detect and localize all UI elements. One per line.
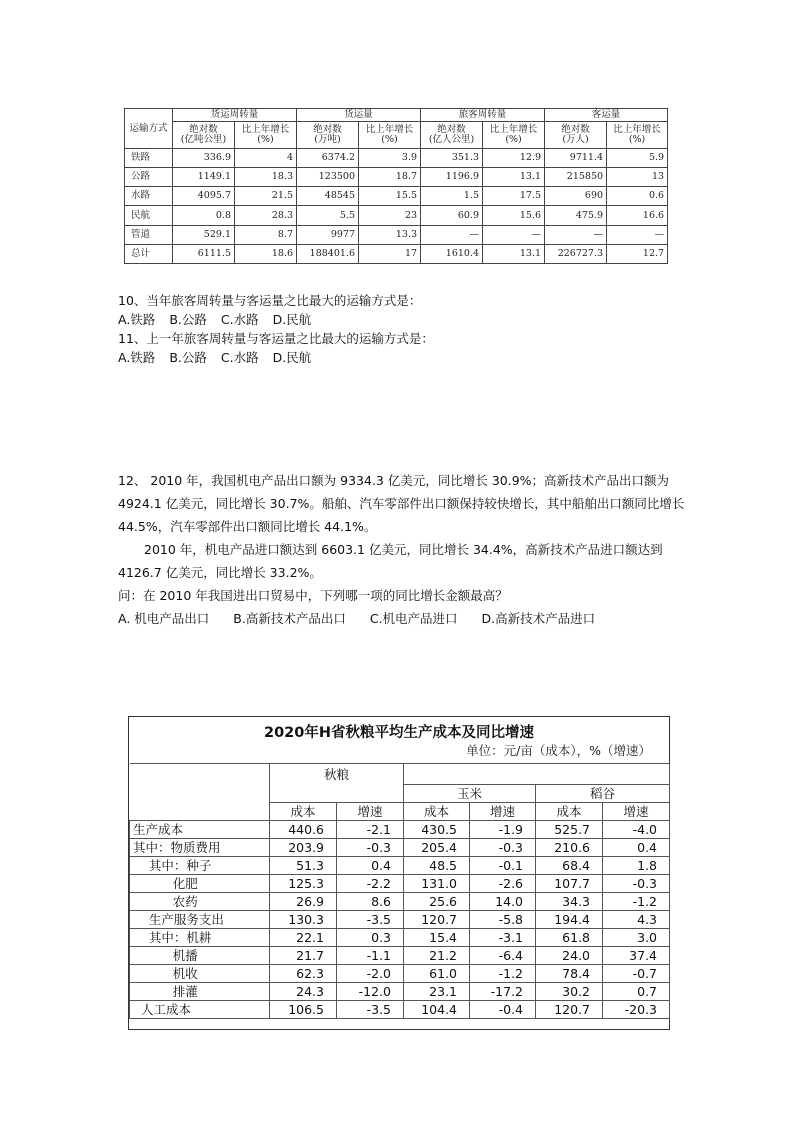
table-cell: 15.5 [359, 187, 421, 206]
transport-stats-table [124, 108, 668, 264]
option-c: C.水路 [220, 350, 259, 365]
row-label: 铁路 [125, 149, 173, 168]
group-header: 货运量 [297, 109, 421, 122]
grain-cost-table-panel [128, 716, 670, 1030]
corner-header: 运输方式 [125, 109, 173, 149]
table-row [125, 187, 668, 206]
absolute-value-header: 绝对数 (万人) [545, 122, 607, 149]
table-cell: 15.4 [404, 929, 470, 947]
table-cell: 17.5 [483, 187, 545, 206]
table-cell: -1.2 [603, 893, 670, 911]
table-cell: 37.4 [603, 947, 670, 965]
table-cell: 16.6 [607, 206, 668, 225]
table-cell: 120.7 [536, 1001, 603, 1019]
table-cell: 131.0 [404, 875, 470, 893]
group-header-autumn: 秋粮 [270, 764, 404, 785]
question-10: 10、当年旅客周转量与客运量之比最大的运输方式是： [118, 293, 422, 308]
table-cell: 24.3 [270, 983, 337, 1001]
table-cell: 205.4 [404, 839, 470, 857]
group-header: 货运周转量 [173, 109, 297, 122]
table-cell: 18.6 [235, 244, 297, 263]
table-cell: 8.7 [235, 225, 297, 244]
option-d: D.民航 [272, 350, 312, 365]
row-label: 管道 [125, 225, 173, 244]
table-cell: 690 [545, 187, 607, 206]
option-b: B.公路 [169, 312, 207, 327]
table-cell: 0.6 [607, 187, 668, 206]
cost-header: 成本 [536, 803, 603, 821]
row-label: 公路 [125, 168, 173, 187]
option-d: D.高新技术产品进口 [481, 611, 596, 626]
table-row [130, 983, 670, 1001]
option-a: A.铁路 [118, 350, 156, 365]
table-cell: 61.8 [536, 929, 603, 947]
table-cell: 48545 [297, 187, 359, 206]
table-cell: 215850 [545, 168, 607, 187]
option-b: B.公路 [169, 350, 207, 365]
growth-header: 增速 [603, 803, 670, 821]
table-cell: 78.4 [536, 965, 603, 983]
table-cell: 13 [607, 168, 668, 187]
table-cell: 12.9 [483, 149, 545, 168]
table-cell: -0.1 [470, 857, 536, 875]
grain-cost-table [129, 763, 670, 1019]
header-spacer [404, 764, 670, 785]
table-cell: 1.8 [603, 857, 670, 875]
table-cell: 120.7 [404, 911, 470, 929]
table-cell: 5.9 [607, 149, 668, 168]
table-cell: — [607, 225, 668, 244]
table-row [130, 821, 670, 839]
table-row [130, 929, 670, 947]
table-row [125, 244, 668, 263]
table-row [125, 225, 668, 244]
table-cell: 9711.4 [545, 149, 607, 168]
table-row [130, 1001, 670, 1019]
table-cell: -3.5 [337, 911, 404, 929]
row-label: 其中：机耕 [130, 929, 270, 947]
table-cell: 9977 [297, 225, 359, 244]
row-label: 人工成本 [130, 1001, 270, 1019]
table-cell: 13.3 [359, 225, 421, 244]
cost-header: 成本 [404, 803, 470, 821]
table-cell: 18.3 [235, 168, 297, 187]
table-cell: -0.3 [470, 839, 536, 857]
table-cell: -12.0 [337, 983, 404, 1001]
growth-header: 比上年增长 (%) [483, 122, 545, 149]
option-d: D.民航 [272, 312, 312, 327]
table-cell: 22.1 [270, 929, 337, 947]
growth-header: 比上年增长 (%) [359, 122, 421, 149]
table-row [130, 911, 670, 929]
table-cell: 106.5 [270, 1001, 337, 1019]
table-cell: 4 [235, 149, 297, 168]
option-c: C.水路 [220, 312, 259, 327]
table-cell: -2.1 [337, 821, 404, 839]
row-label: 农药 [130, 893, 270, 911]
table-cell: 0.3 [337, 929, 404, 947]
table-cell: 23.1 [404, 983, 470, 1001]
table-row [130, 839, 670, 857]
absolute-value-header: 绝对数 (万吨) [297, 122, 359, 149]
table-cell: 104.4 [404, 1001, 470, 1019]
table-cell: 125.3 [270, 875, 337, 893]
table-cell: 107.7 [536, 875, 603, 893]
table-cell: 25.6 [404, 893, 470, 911]
table-cell: 475.9 [545, 206, 607, 225]
table-cell: 21.2 [404, 947, 470, 965]
table-cell: -5.8 [470, 911, 536, 929]
growth-header: 增速 [337, 803, 404, 821]
table-cell: -2.0 [337, 965, 404, 983]
table-cell: 3.0 [603, 929, 670, 947]
question-11: 11、上一年旅客周转量与客运量之比最大的运输方式是： [118, 331, 434, 346]
table-cell: 21.7 [270, 947, 337, 965]
question-11-options [118, 348, 311, 367]
table-cell: -0.3 [337, 839, 404, 857]
table-cell: 4.3 [603, 911, 670, 929]
row-label: 化肥 [130, 875, 270, 893]
table-cell: -0.4 [470, 1001, 536, 1019]
table-cell: 0.4 [337, 857, 404, 875]
table-cell: — [483, 225, 545, 244]
table-cell: 24.0 [536, 947, 603, 965]
table-cell: 0.7 [603, 983, 670, 1001]
table-cell: 210.6 [536, 839, 603, 857]
table-cell: -2.2 [337, 875, 404, 893]
question-12-para2: 2010 年，机电产品进口额达到 6603.1 亿美元，同比增长 34.4%，高新技术产品进口额达到 4126.7 亿美元，同比增长 33.2%。 [118, 542, 663, 580]
table-cell: 28.3 [235, 206, 297, 225]
table-cell: 48.5 [404, 857, 470, 875]
table-cell: 4095.7 [173, 187, 235, 206]
table-cell: -3.5 [337, 1001, 404, 1019]
row-label: 其中：物质费用 [130, 839, 270, 857]
table-cell: -17.2 [470, 983, 536, 1001]
table-cell: -1.1 [337, 947, 404, 965]
row-label: 其中：种子 [130, 857, 270, 875]
corner-cell [130, 764, 270, 821]
table-cell: -0.7 [603, 965, 670, 983]
table-cell: 130.3 [270, 911, 337, 929]
table-cell: 17 [359, 244, 421, 263]
table-cell: 34.3 [536, 893, 603, 911]
table-cell: 0.8 [173, 206, 235, 225]
table-row [125, 206, 668, 225]
table-cell: 13.1 [483, 244, 545, 263]
row-label: 水路 [125, 187, 173, 206]
group-header: 旅客周转量 [421, 109, 545, 122]
table-cell: -0.3 [603, 875, 670, 893]
table-cell: 336.9 [173, 149, 235, 168]
row-label: 生产服务支出 [130, 911, 270, 929]
option-a: A.铁路 [118, 312, 156, 327]
table-cell: -20.3 [603, 1001, 670, 1019]
table-unit: 单位：元/亩（成本），%（增速） [466, 743, 651, 758]
table-cell: 226727.3 [545, 244, 607, 263]
table-cell: 1196.9 [421, 168, 483, 187]
table-row [130, 875, 670, 893]
table-row [130, 947, 670, 965]
row-label: 生产成本 [130, 821, 270, 839]
group-header: 客运量 [545, 109, 668, 122]
table-cell: -6.4 [470, 947, 536, 965]
row-label: 总计 [125, 244, 173, 263]
table-cell: -1.9 [470, 821, 536, 839]
question-12-question: 问：在 2010 年我国进出口贸易中，下列哪一项的同比增长金额最高？ [118, 588, 508, 603]
group-header-corn: 玉米 [404, 785, 536, 803]
absolute-value-header: 绝对数 (亿人公里) [421, 122, 483, 149]
table-cell: -3.1 [470, 929, 536, 947]
cost-header: 成本 [270, 803, 337, 821]
table-cell: 194.4 [536, 911, 603, 929]
question-12 [118, 469, 688, 630]
table-cell: 351.3 [421, 149, 483, 168]
table-cell: 60.9 [421, 206, 483, 225]
row-label: 机收 [130, 965, 270, 983]
table-cell: 6374.2 [297, 149, 359, 168]
growth-header: 比上年增长 (%) [235, 122, 297, 149]
row-label: 排灌 [130, 983, 270, 1001]
table-cell: 51.3 [270, 857, 337, 875]
group-header-rice: 稻谷 [536, 785, 670, 803]
table-cell: 525.7 [536, 821, 603, 839]
table-cell: 0.4 [603, 839, 670, 857]
table-cell: 61.0 [404, 965, 470, 983]
table-cell: 23 [359, 206, 421, 225]
table-cell: -2.6 [470, 875, 536, 893]
table-cell: 15.6 [483, 206, 545, 225]
table-cell: -4.0 [603, 821, 670, 839]
growth-header: 增速 [470, 803, 536, 821]
table-cell: — [545, 225, 607, 244]
table-cell: 62.3 [270, 965, 337, 983]
table-cell: 3.9 [359, 149, 421, 168]
option-a: A. 机电产品出口 [118, 611, 210, 626]
table-row [130, 893, 670, 911]
table-cell: 30.2 [536, 983, 603, 1001]
table-cell: 5.5 [297, 206, 359, 225]
table-cell: 1610.4 [421, 244, 483, 263]
option-c: C.机电产品进口 [369, 611, 458, 626]
row-label: 民航 [125, 206, 173, 225]
question-12-options [118, 607, 688, 630]
table-cell: -1.2 [470, 965, 536, 983]
table-cell: 1.5 [421, 187, 483, 206]
table-row [130, 965, 670, 983]
table-cell: 203.9 [270, 839, 337, 857]
table-cell: 13.1 [483, 168, 545, 187]
table-cell: 68.4 [536, 857, 603, 875]
table-cell: 14.0 [470, 893, 536, 911]
table-cell: 430.5 [404, 821, 470, 839]
table-cell: 440.6 [270, 821, 337, 839]
table-cell: 1149.1 [173, 168, 235, 187]
table-cell: — [421, 225, 483, 244]
table-cell: 8.6 [337, 893, 404, 911]
table-cell: 18.7 [359, 168, 421, 187]
table-row [130, 857, 670, 875]
table-cell: 188401.6 [297, 244, 359, 263]
growth-header: 比上年增长 (%) [607, 122, 668, 149]
row-label: 机播 [130, 947, 270, 965]
absolute-value-header: 绝对数 (亿吨公里) [173, 122, 235, 149]
table-row [125, 149, 668, 168]
option-b: B.高新技术产品出口 [233, 611, 346, 626]
table-cell: 6111.5 [173, 244, 235, 263]
table-cell: 21.5 [235, 187, 297, 206]
table-cell: 26.9 [270, 893, 337, 911]
table-cell: 123500 [297, 168, 359, 187]
header-spacer [270, 785, 404, 803]
table-cell: 529.1 [173, 225, 235, 244]
question-12-para1: 12、 2010 年，我国机电产品出口额为 9334.3 亿美元，同比增长 30.9%；高新技术产品出口额为 4924.1 亿美元，同比增长 30.7%。船舶、汽车零部件出口额保持较快增长，其中船舶出口额同比增长 44.5%，汽车零部件出口额同比增长 44.1%。 [118, 473, 685, 534]
table-cell: 12.7 [607, 244, 668, 263]
table-row [125, 168, 668, 187]
question-10-options [118, 310, 311, 329]
table-title: 2020年H省秋粮平均生产成本及同比增速 [264, 725, 534, 741]
